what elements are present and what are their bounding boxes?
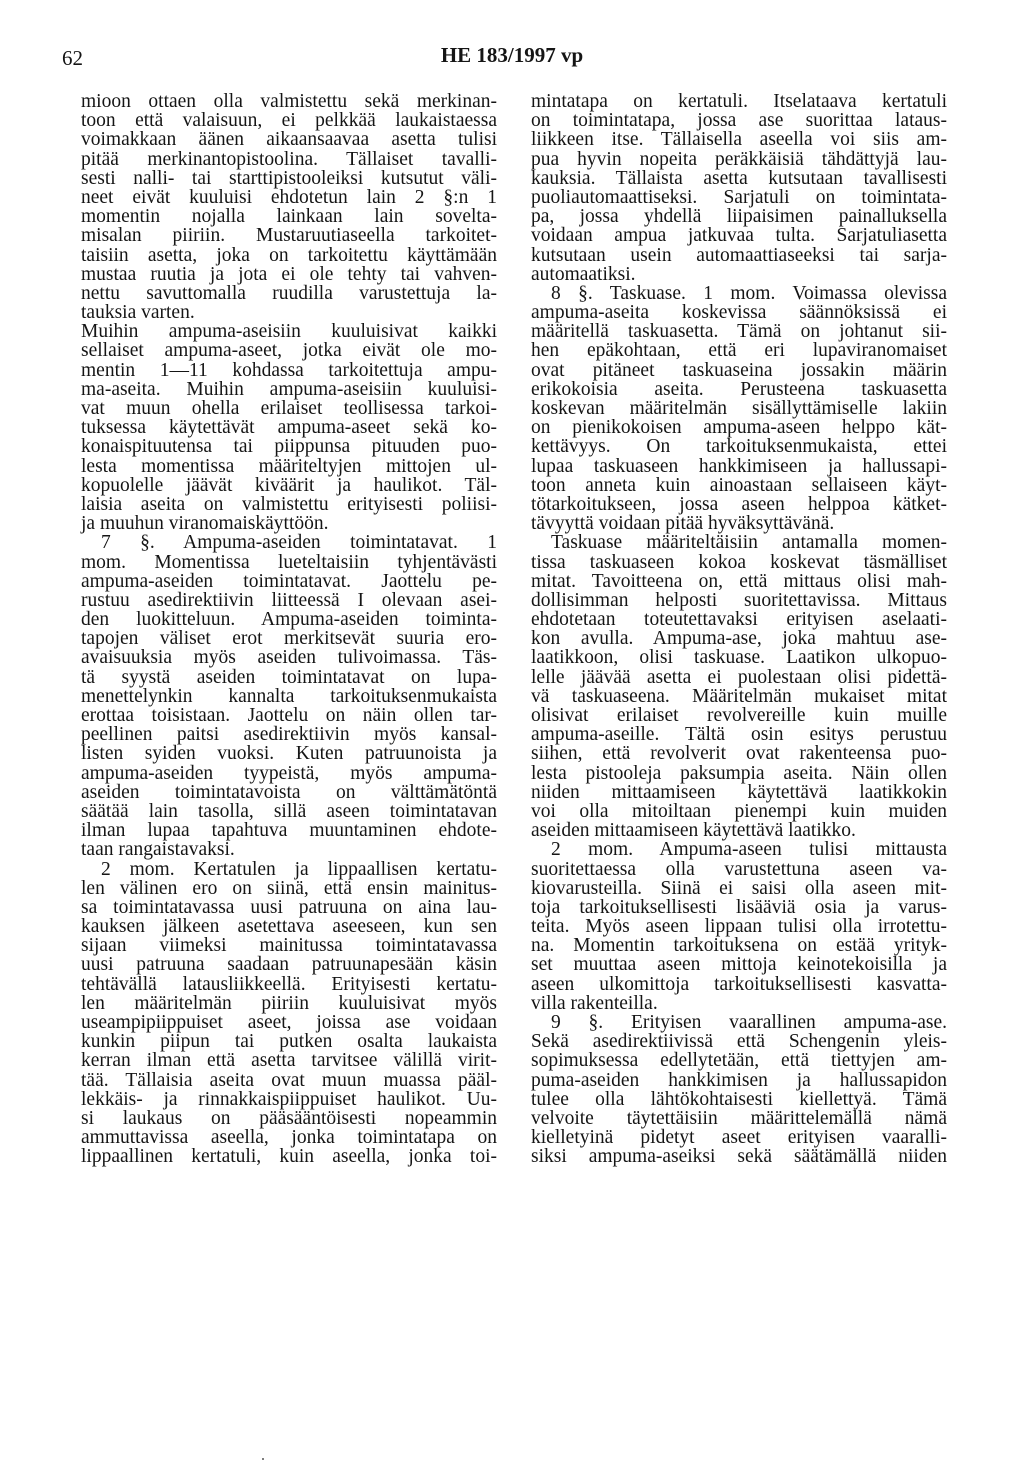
text-line: mom. Momentissa lueteltaisiin tyhjentävästi: [81, 551, 497, 573]
text-line: kon avulla. Ampuma-ase, joka mahtuu ase-: [531, 628, 947, 650]
text-line: pitää merkinantopistoolina. Tällaiset tavalli-: [81, 148, 497, 170]
text-line: 7 §. Ampuma-aseiden toimintatavat. 1: [101, 532, 497, 554]
text-line: siihen, että revolverit ovat rakenteensa puo-: [531, 743, 947, 765]
text-line: tauksia varten.: [81, 302, 195, 324]
text-line: lekkäis- ja rinnakkaispiippuiset haulikot. Uu-: [81, 1088, 497, 1110]
text-line: koskevan määritelmän sisällyttämiselle lakiin: [531, 398, 947, 419]
text-line: ampuma-aseille. Tältä osin esitys perustuu: [531, 724, 947, 746]
text-line: Muihin ampuma-aseisiin kuuluisivat kaikki: [81, 321, 497, 343]
text-line: toon että valaisuun, ei pelkkää laukaistaessa: [81, 110, 497, 132]
text-line: 2 mom. Ampuma-aseen tulisi mittausta: [551, 839, 947, 861]
text-line: ilman lupaa tapahtuva muuntaminen ehdote-: [81, 820, 497, 842]
text-line: momentin nojalla lainkaan lain soveltа-: [81, 206, 497, 228]
text-line: lippaallinen kertatuli, kuin aseella, jonka toi-: [81, 1146, 497, 1168]
text-line: peellinen paitsi asedirektiivin myös kansal-: [81, 724, 497, 746]
text-column-left: [81, 92, 497, 1167]
running-header: HE 183/1997 vp: [440, 43, 584, 67]
text-line: ampuma-aseiden tyypeistä, myös ampuma-: [81, 762, 497, 784]
text-line: mustaa ruutia ja jota ei ole tehty tai vahven-: [81, 263, 497, 285]
page-number: 62: [62, 46, 83, 70]
text-line: voimakkaan äänen aikaansaavaa asetta tulisi: [81, 129, 497, 151]
text-line: vä taskuaseena. Määritelmän mukaiset mitat: [531, 685, 947, 707]
text-line: mitat. Tavoitteena on, että mittaus olisi mah-: [531, 570, 947, 592]
text-line: den luokitteluun. Ampuma-aseiden toiminta-: [81, 609, 497, 631]
text-line: ampuma-aseiden toimintatavat. Jaottelu pe-: [81, 570, 497, 592]
text-line: tä syystä aseiden toimintatavat on lupa-: [81, 666, 497, 688]
text-line: 9 §. Erityisen vaarallinen ampuma-ase.: [551, 1012, 947, 1033]
text-line: rustuu asedirektiivin liitteessä I olevaan asei-: [81, 589, 497, 611]
text-line: na. Momentin tarkoituksena on estää yrityk-: [531, 935, 947, 957]
text-line: kauksen jälkeen asetettava aseeseen, kun sen: [81, 916, 497, 938]
text-line: Sekä asedirektiivissä että Schengenin yleis-: [531, 1031, 947, 1053]
text-line: toon anneta kuin ainoastaan sellaiseen käyt-: [531, 474, 947, 496]
text-line: kutsutaan usein automaattiaseeksi tai sarja-: [531, 244, 947, 266]
text-line: sa toimintatavassa uusi patruuna on aina lau-: [81, 896, 497, 918]
text-line: uusi patruuna saadaan patruunapesään käsin: [81, 954, 497, 976]
text-line: ja muuhun viranomaiskäyttöön.: [81, 513, 329, 535]
text-line: teita. Myös aseen lippaan tulisi olla irrotettu-: [531, 916, 947, 938]
text-line: siksi ampuma-aseiksi sekä säätämällä niiden: [531, 1146, 947, 1168]
page-mark: [262, 1458, 264, 1460]
text-line: erikokoisia aseita. Perusteena taskuasetta: [531, 378, 947, 400]
text-line: velvoite täytettäisiin määrittelemällä nämä: [531, 1107, 947, 1129]
text-line: ma-aseita. Muihin ampuma-aseisiin kuuluisi-: [81, 378, 497, 400]
text-line: lupaa taskuaseen hankkimiseen ja hallussapi-: [531, 455, 947, 477]
text-line: tää. Tällaisia aseita ovat muun muassa pääl-: [81, 1069, 497, 1091]
text-line: ehdotetaan toteutettavaksi erityisen aselaati-: [531, 609, 947, 631]
text-line: laisia aseita on valmistettu erityisesti poliisi-: [81, 493, 497, 515]
text-line: sesti nalli- tai starttipistooleiksi kutsutut väli-: [81, 167, 497, 189]
text-line: tötarkoitukseen, jossa aseen helppoa kätket-: [531, 493, 947, 515]
text-line: dollisimman helposti suoritettavissa. Mittaus: [531, 589, 947, 611]
text-line: puma-aseiden hankkimisen ja hallussapidon: [531, 1069, 947, 1091]
text-line: liikkeen itse. Tällaisella aseella voi siis am-: [531, 129, 947, 151]
text-line: sellaiset ampuma-aseet, jotka eivät ole mo-: [81, 340, 497, 362]
text-line: mioon ottaen olla valmistettu sekä merkinan-: [81, 91, 497, 112]
text-line: avaisuuksia myös aseiden tulivoimassa. Täs-: [81, 647, 497, 669]
text-line: taan rangaistavaksi.: [81, 839, 235, 861]
text-line: aseiden toimintatavoista on välttämätöntä: [81, 781, 497, 803]
text-line: olisivat erilaiset revolvereille kuin muille: [531, 705, 947, 726]
text-column-right: [531, 92, 947, 1167]
text-line: aseiden mittaamiseen käytettävä laatikko.: [531, 820, 856, 842]
text-line: mintatapa on kertatuli. Itselataava kertatuli: [531, 91, 947, 112]
text-line: hen epäkohtaan, että eri lupaviranomaiset: [531, 340, 947, 362]
text-line: taisiin asetta, joka on tarkoitettu käyttämään: [81, 244, 497, 266]
text-line: 2 mom. Kertatulen ja lippaallisen kertatu-: [101, 858, 497, 880]
text-line: ammuttavissa aseella, jonka toimintatapa on: [81, 1127, 497, 1149]
text-line: villa rakenteilla.: [531, 992, 658, 1014]
text-line: tuksessa käytettävät ampuma-aseet sekä ko-: [81, 417, 497, 439]
text-line: on toimintatapa, jossa ase suorittaa lataus-: [531, 110, 947, 132]
text-line: useampipiippuiset aseet, joissa ase voidaan: [81, 1012, 497, 1033]
text-line: listen syiden vuoksi. Kuten patruunoista ja: [81, 743, 497, 765]
text-line: tapojen väliset erot merkitsevät suuria ero-: [81, 628, 497, 650]
text-line: aseen ulkomittoja tarkoituksellisesti kasvatta-: [531, 973, 947, 995]
text-line: lesta momentissa määriteltyjen mittojen ul-: [81, 455, 497, 477]
text-line: kauksia. Tällaista asetta kutsutaan tavallisesti: [531, 167, 947, 189]
text-line: voidaan ampua jatkuvaa tulta. Sarjatuliasetta: [531, 225, 947, 247]
text-line: kettävyys. On tarkoituksenmukaista, ettei: [531, 436, 947, 458]
text-line: vat muun ohella erilaiset teollisessa tarkoi-: [81, 398, 497, 419]
text-line: suoritettaessa olla varustettuna aseen va-: [531, 858, 947, 880]
text-line: tävyyttä voidaan pitää hyväksyttävänä.: [531, 513, 835, 535]
text-line: niiden mittaamiseen käytettävä laatikkokin: [531, 781, 947, 803]
text-line: konaispituutensa tai piippunsa pituuden puo-: [81, 436, 497, 458]
text-line: len määritelmän piiriin kuuluisivat myös: [81, 992, 497, 1014]
text-line: kerran ilman että asetta tarvitsee välillä virit-: [81, 1050, 497, 1072]
text-line: säätää lain tasolla, sillä aseen toimintatavan: [81, 800, 497, 822]
text-line: lelle jäävää asetta ei puolestaan olisi pidettä-: [531, 666, 947, 688]
text-line: menettelynkin kannalta tarkoituksenmukaista: [81, 685, 497, 707]
text-line: toja tarkoituksellisesti lisääviä osia ja varus-: [531, 896, 947, 918]
text-line: nettu savuttomalla ruudilla varustettuja la-: [81, 282, 497, 304]
text-line: ampuma-aseita koskevissa säännöksissä ei: [531, 302, 947, 324]
text-line: 8 §. Taskuase. 1 mom. Voimassa olevissa: [551, 282, 947, 304]
text-line: ovat pitäneet taskuaseina jossakin määrin: [531, 359, 947, 381]
text-line: kopuolelle jäävät kiväärit ja haulikot. Täl-: [81, 474, 497, 496]
text-line: automaatiksi.: [531, 263, 636, 285]
text-line: mentin 1—11 kohdassa tarkoitettuja ampu-: [81, 359, 497, 381]
text-line: kielletyinä pidetyt aseet erityisen vaaralli-: [531, 1127, 947, 1149]
text-line: erottaa toisistaan. Jaottelu on näin ollen tar-: [81, 705, 497, 726]
text-line: voi olla mitoiltaan pienempi kuin muiden: [531, 800, 947, 822]
text-line: laatikkoon, olisi taskuase. Laatikon ulkopuo-: [531, 647, 947, 669]
text-line: Taskuase määriteltäisiin antamalla momen-: [551, 532, 947, 554]
text-line: lesta pistooleja paksumpia aseita. Näin ollen: [531, 762, 947, 784]
text-line: misalan piiriin. Mustaruutiaseella tarkoitet-: [81, 225, 497, 247]
text-line: neet eivät kuuluisi ehdotetun lain 2 §:n 1: [81, 186, 497, 208]
text-line: sijaan viimeksi mainitussa toimintatavassa: [81, 935, 497, 957]
text-line: tehtävällä latausliikkeellä. Erityisesti kertatu-: [81, 973, 497, 995]
text-line: puoliautomaattiseksi. Sarjatuli on toimintata-: [531, 186, 947, 208]
text-line: on pienikokoisen ampuma-aseen helppo kät-: [531, 417, 947, 439]
text-line: si laukaus on pääsääntöisesti nopeammin: [81, 1107, 497, 1129]
text-line: sopimuksessa edellytetään, että tiettyjen am-: [531, 1050, 947, 1072]
text-line: kunkin piipun tai putken osalta laukaista: [81, 1031, 497, 1053]
text-line: len välinen ero on siinä, että ensin mainitus-: [81, 877, 497, 899]
text-line: määritellä taskuasetta. Tämä on johtanut sii-: [531, 321, 947, 343]
text-line: set muuttaa aseen mittoja keinotekoisilla ja: [531, 954, 947, 976]
text-line: pa, jossa yhdellä liipaisimen painalluksella: [531, 206, 947, 228]
text-line: tulee olla lähtökohtaisesti kiellettyä. Tämä: [531, 1088, 947, 1110]
text-line: pua hyvin nopeita peräkkäisiä tähdättyjä lau-: [531, 148, 947, 170]
text-line: kiovarusteilla. Siinä ei saisi olla aseen mit-: [531, 877, 947, 899]
text-line: tissa taskuaseen kokoa koskevat täsmälliset: [531, 551, 947, 573]
